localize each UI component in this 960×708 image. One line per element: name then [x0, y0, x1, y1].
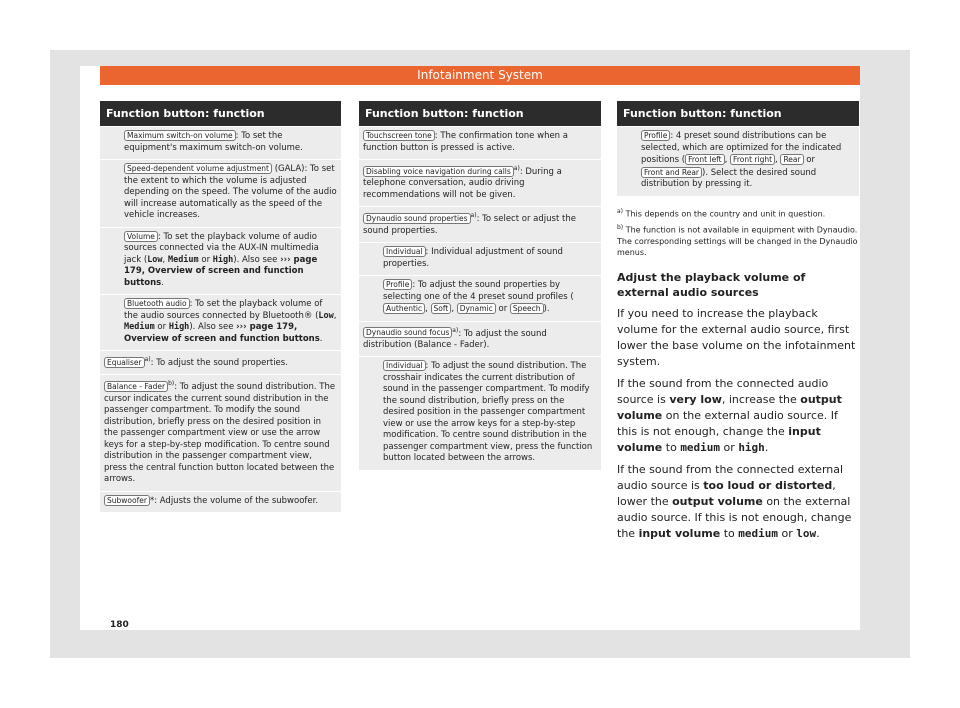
- value-high: high: [738, 440, 765, 454]
- function-key: Individual: [383, 360, 426, 371]
- row-text: : To set the playback volume of audio sources connected via the AUX-IN multimedia jack (: [124, 231, 319, 265]
- bold-text: input volume: [638, 526, 721, 540]
- row-text: .: [161, 277, 164, 288]
- row-text: ,: [333, 310, 337, 321]
- function-key: Profile: [383, 279, 412, 290]
- paragraph: If you need to increase the playback volume for the external audio source, first lower the base volume on the infotainment system.: [617, 306, 856, 368]
- table-row: [359, 206, 601, 242]
- page-reference[interactable]: ››› page 179, Overview of screen and function buttons: [124, 254, 318, 288]
- footnote-mark: a): [470, 212, 477, 220]
- value-low: low: [796, 526, 817, 540]
- value-medium: Medium: [167, 254, 199, 265]
- value-low: Low: [147, 254, 163, 265]
- bold-text: too loud or distorted: [703, 478, 833, 492]
- row-text: ,: [451, 304, 457, 315]
- value-high: High: [212, 254, 234, 265]
- row-text: : To adjust the sound distribution. The cursor indicates the current sound distribution in the passenger compartment. To modify the sound distribution, briefly press on the desired position in the passenger compartment view or use the arrow keys for a step-by-step modification. To centre sound distribution in the passenger compartment view, press the central function button located between the arrows.: [104, 382, 336, 485]
- paragraph: [617, 462, 859, 542]
- table-row: [100, 227, 341, 295]
- page-number: 180: [110, 620, 129, 630]
- table-row: [100, 350, 341, 374]
- position-key-front-left: Front left: [685, 154, 725, 165]
- footnote-mark: a): [513, 165, 520, 172]
- function-key: Individual: [383, 246, 426, 257]
- row-text: : To adjust the sound properties.: [150, 357, 288, 368]
- function-key: Touchscreen tone: [363, 130, 435, 141]
- value-medium: medium: [738, 526, 779, 540]
- para-text: to: [720, 526, 739, 540]
- row-text: : To set the equipment's maximum switch-on volume.: [124, 131, 303, 153]
- table-header: Function button: function: [617, 101, 859, 126]
- footnote-mark: a): [144, 356, 151, 363]
- row-text: : To set the playback volume of the audio sources connected by Bluetooth® (: [124, 299, 323, 321]
- column-2-table: [359, 101, 601, 470]
- function-key: Equaliser: [104, 357, 145, 368]
- function-key: Dynaudio sound focus: [363, 327, 452, 338]
- para-text: If the sound from the connected external audio source is: [617, 462, 844, 492]
- table-row: [100, 159, 341, 227]
- function-key: Bluetooth audio: [124, 298, 190, 309]
- position-key-front-right: Front right: [730, 154, 775, 165]
- footnote: [617, 206, 859, 220]
- paragraph: [617, 376, 859, 456]
- column-1-table: [100, 101, 341, 512]
- row-text: ,: [425, 304, 431, 315]
- row-text: ). Select the desired sound distribution by pressing it.: [641, 167, 817, 189]
- row-text: ,: [162, 254, 168, 265]
- chapter-header: Infotainment System: [100, 66, 860, 85]
- row-text: : To select or adjust the sound properties.: [363, 214, 576, 236]
- para-text: , lower the: [617, 478, 836, 508]
- table-row: [359, 126, 601, 159]
- row-text: : Individual adjustment of sound properties.: [383, 247, 563, 269]
- table-row: [100, 374, 341, 490]
- value-high: High: [168, 322, 190, 332]
- row-text: : To adjust the sound distribution. The crosshair indicates the current distribution of sound in the passenger compartment. To modify the sound distribution, briefly press on the desired position in the passenger compartment view or use the arrow keys for a step-by-step modification. To centre sound distribution in the passenger compartment view, press the function button located between the arrows.: [383, 361, 593, 464]
- function-key: Disabling voice navigation during calls: [363, 166, 514, 177]
- row-text: : To adjust the sound properties by selecting one of the 4 preset sound profiles (: [383, 280, 574, 302]
- row-text: .: [319, 333, 323, 344]
- table-row: [100, 491, 341, 513]
- row-text: or: [803, 155, 816, 165]
- profile-key-soft: Soft: [431, 303, 452, 314]
- para-text: to: [662, 440, 681, 454]
- table-row: [100, 126, 341, 159]
- profile-key-speech: Speech: [510, 303, 544, 314]
- row-text: (GALA): To set the extent to which the volume is adjusted depending on the speed. The volume of the audio will increase automatically as the speed of the vehicle increases.: [124, 164, 337, 220]
- table-header: Function button: function: [359, 101, 601, 126]
- para-text: on the external audio source. If this is not enough, change the: [617, 494, 852, 540]
- profile-key-authentic: Authentic: [383, 303, 425, 314]
- function-key: Maximum switch-on volume: [124, 130, 236, 141]
- para-text: .: [816, 526, 820, 540]
- row-text: ). Also see: [189, 322, 237, 332]
- row-text: : During a telephone conversation, audio driving recommendations will not be given.: [363, 166, 562, 200]
- para-text: .: [764, 440, 769, 454]
- table-row: [100, 294, 341, 350]
- value-medium: Medium: [124, 322, 155, 332]
- table-row: [359, 275, 601, 321]
- table-row: [359, 321, 601, 357]
- para-text: If the sound from the connected audio source is: [617, 376, 829, 406]
- footnote: [617, 222, 859, 258]
- page-reference[interactable]: ››› page 179, Overview of screen and function buttons: [124, 322, 320, 344]
- para-text: or: [720, 440, 739, 454]
- function-key: Profile: [641, 130, 670, 141]
- table-header: Function button: function: [100, 101, 341, 126]
- row-text: or: [495, 304, 510, 315]
- position-key-rear: Rear: [780, 154, 803, 165]
- footnote-mark: a): [617, 207, 624, 215]
- value-medium: medium: [680, 440, 721, 454]
- row-text: : To adjust the sound distribution (Balance - Fader).: [363, 328, 547, 350]
- function-key: Subwoofer: [104, 495, 150, 506]
- function-key: Speed-dependent volume adjustment: [124, 163, 272, 174]
- position-key-front-and-rear: Front and Rear: [641, 167, 702, 178]
- para-text: or: [778, 526, 797, 540]
- row-text: ).: [543, 304, 550, 315]
- row-text: or: [154, 322, 169, 332]
- function-key: Dynaudio sound properties: [363, 213, 471, 224]
- para-text: , increase the: [721, 392, 801, 406]
- row-text: : 4 preset sound distributions can be selected, which are optimized for the indicated positions (: [641, 131, 842, 165]
- table-row: [359, 356, 601, 470]
- table-row: [359, 242, 601, 275]
- section-title: Adjust the playback volume of external audio sources: [617, 270, 806, 299]
- row-text: or: [198, 254, 213, 265]
- row-text: *: Adjusts the volume of the subwoofer.: [149, 495, 319, 506]
- row-text: ,: [724, 155, 731, 165]
- row-text: ,: [775, 155, 781, 165]
- row-text: : The confirmation tone when a function button is pressed is active.: [363, 131, 568, 153]
- profile-key-dynamic: Dynamic: [457, 303, 496, 314]
- footnote-mark: b): [168, 380, 175, 388]
- value-low: Low: [318, 310, 334, 321]
- table-row: [359, 159, 601, 206]
- bold-text: output volume: [617, 392, 842, 422]
- footnote-text: The function is not available in equipment with Dynaudio. The corresponding settings will be changed in the Dynaudio menus.: [617, 225, 858, 257]
- function-key: Volume: [124, 231, 158, 242]
- column-3: [617, 101, 859, 542]
- row-text: ). Also see: [233, 254, 281, 265]
- bold-text: very low: [669, 392, 722, 406]
- footnote-mark: a): [452, 326, 459, 334]
- table-row: [617, 126, 859, 196]
- bold-text: output volume: [672, 494, 763, 508]
- footnote-text: This depends on the country and unit in question.: [623, 209, 826, 219]
- footnote-mark: b): [617, 224, 624, 232]
- bold-text: input volume: [617, 424, 821, 454]
- para-text: on the external audio source. If this is not enough, change the: [617, 408, 838, 438]
- function-key: Balance - Fader: [104, 381, 168, 392]
